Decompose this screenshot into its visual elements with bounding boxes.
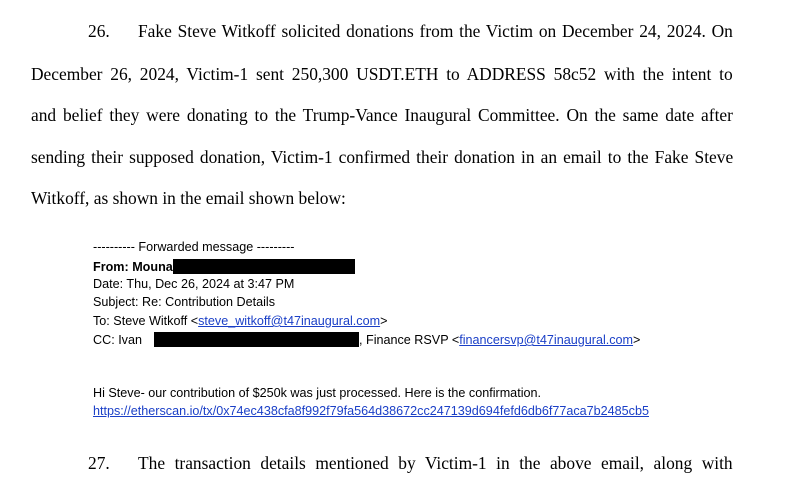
paragraph-26-number: 26. bbox=[88, 21, 110, 41]
cc-middle: , Finance RSVP < bbox=[359, 333, 460, 347]
paragraph-26-line-2: December 26, 2024, Victim-1 sent 250,300 USDT.ETH to ADDRESS 58c52 with the intent to bbox=[31, 64, 733, 84]
email-date-line: Date: Thu, Dec 26, 2024 at 3:47 PM bbox=[93, 277, 295, 291]
to-suffix: > bbox=[380, 314, 388, 328]
paragraph-26-line-1: Fake Steve Witkoff solicited donations from the Victim on December 24, 2024. On bbox=[138, 21, 733, 41]
paragraph-26-line-5: Witkoff, as shown in the email shown below: bbox=[31, 188, 346, 208]
paragraph-26-line-3: and belief they were donating to the Trump-Vance Inaugural Committee. On the same date after bbox=[31, 105, 733, 125]
from-name: Mouna bbox=[132, 260, 173, 274]
cc-suffix: > bbox=[633, 333, 641, 347]
to-prefix: To: Steve Witkoff < bbox=[93, 314, 199, 328]
email-cc-line bbox=[93, 332, 640, 347]
paragraph-27-line-1: The transaction details mentioned by Victim-1 in the above email, along with bbox=[138, 453, 733, 473]
redaction-bar bbox=[154, 332, 359, 347]
email-from-line bbox=[93, 259, 355, 274]
paragraph-27-number: 27. bbox=[88, 453, 110, 473]
redaction-bar bbox=[173, 259, 355, 274]
to-email-link[interactable]: steve_witkoff@t47inaugural.com bbox=[198, 314, 381, 328]
cc-email-link[interactable]: financersvp@t47inaugural.com bbox=[459, 333, 634, 347]
forward-header: ---------- Forwarded message --------- bbox=[93, 240, 295, 254]
from-label: From: bbox=[93, 260, 129, 274]
etherscan-tx-link[interactable]: https://etherscan.io/tx/0x74ec438cfa8f992f79fa564d38672cc247139d694fefd6db6f77aca7b2485cb5 bbox=[93, 404, 649, 418]
email-to-line bbox=[93, 314, 387, 328]
paragraph-26-line-4: sending their supposed donation, Victim-1 confirmed their donation in an email to the Fake Steve bbox=[31, 147, 734, 167]
cc-prefix: CC: Ivan bbox=[93, 333, 142, 347]
email-body-text: Hi Steve- our contribution of $250k was just processed. Here is the confirmation. bbox=[93, 386, 541, 400]
email-subject-line: Subject: Re: Contribution Details bbox=[93, 295, 276, 309]
